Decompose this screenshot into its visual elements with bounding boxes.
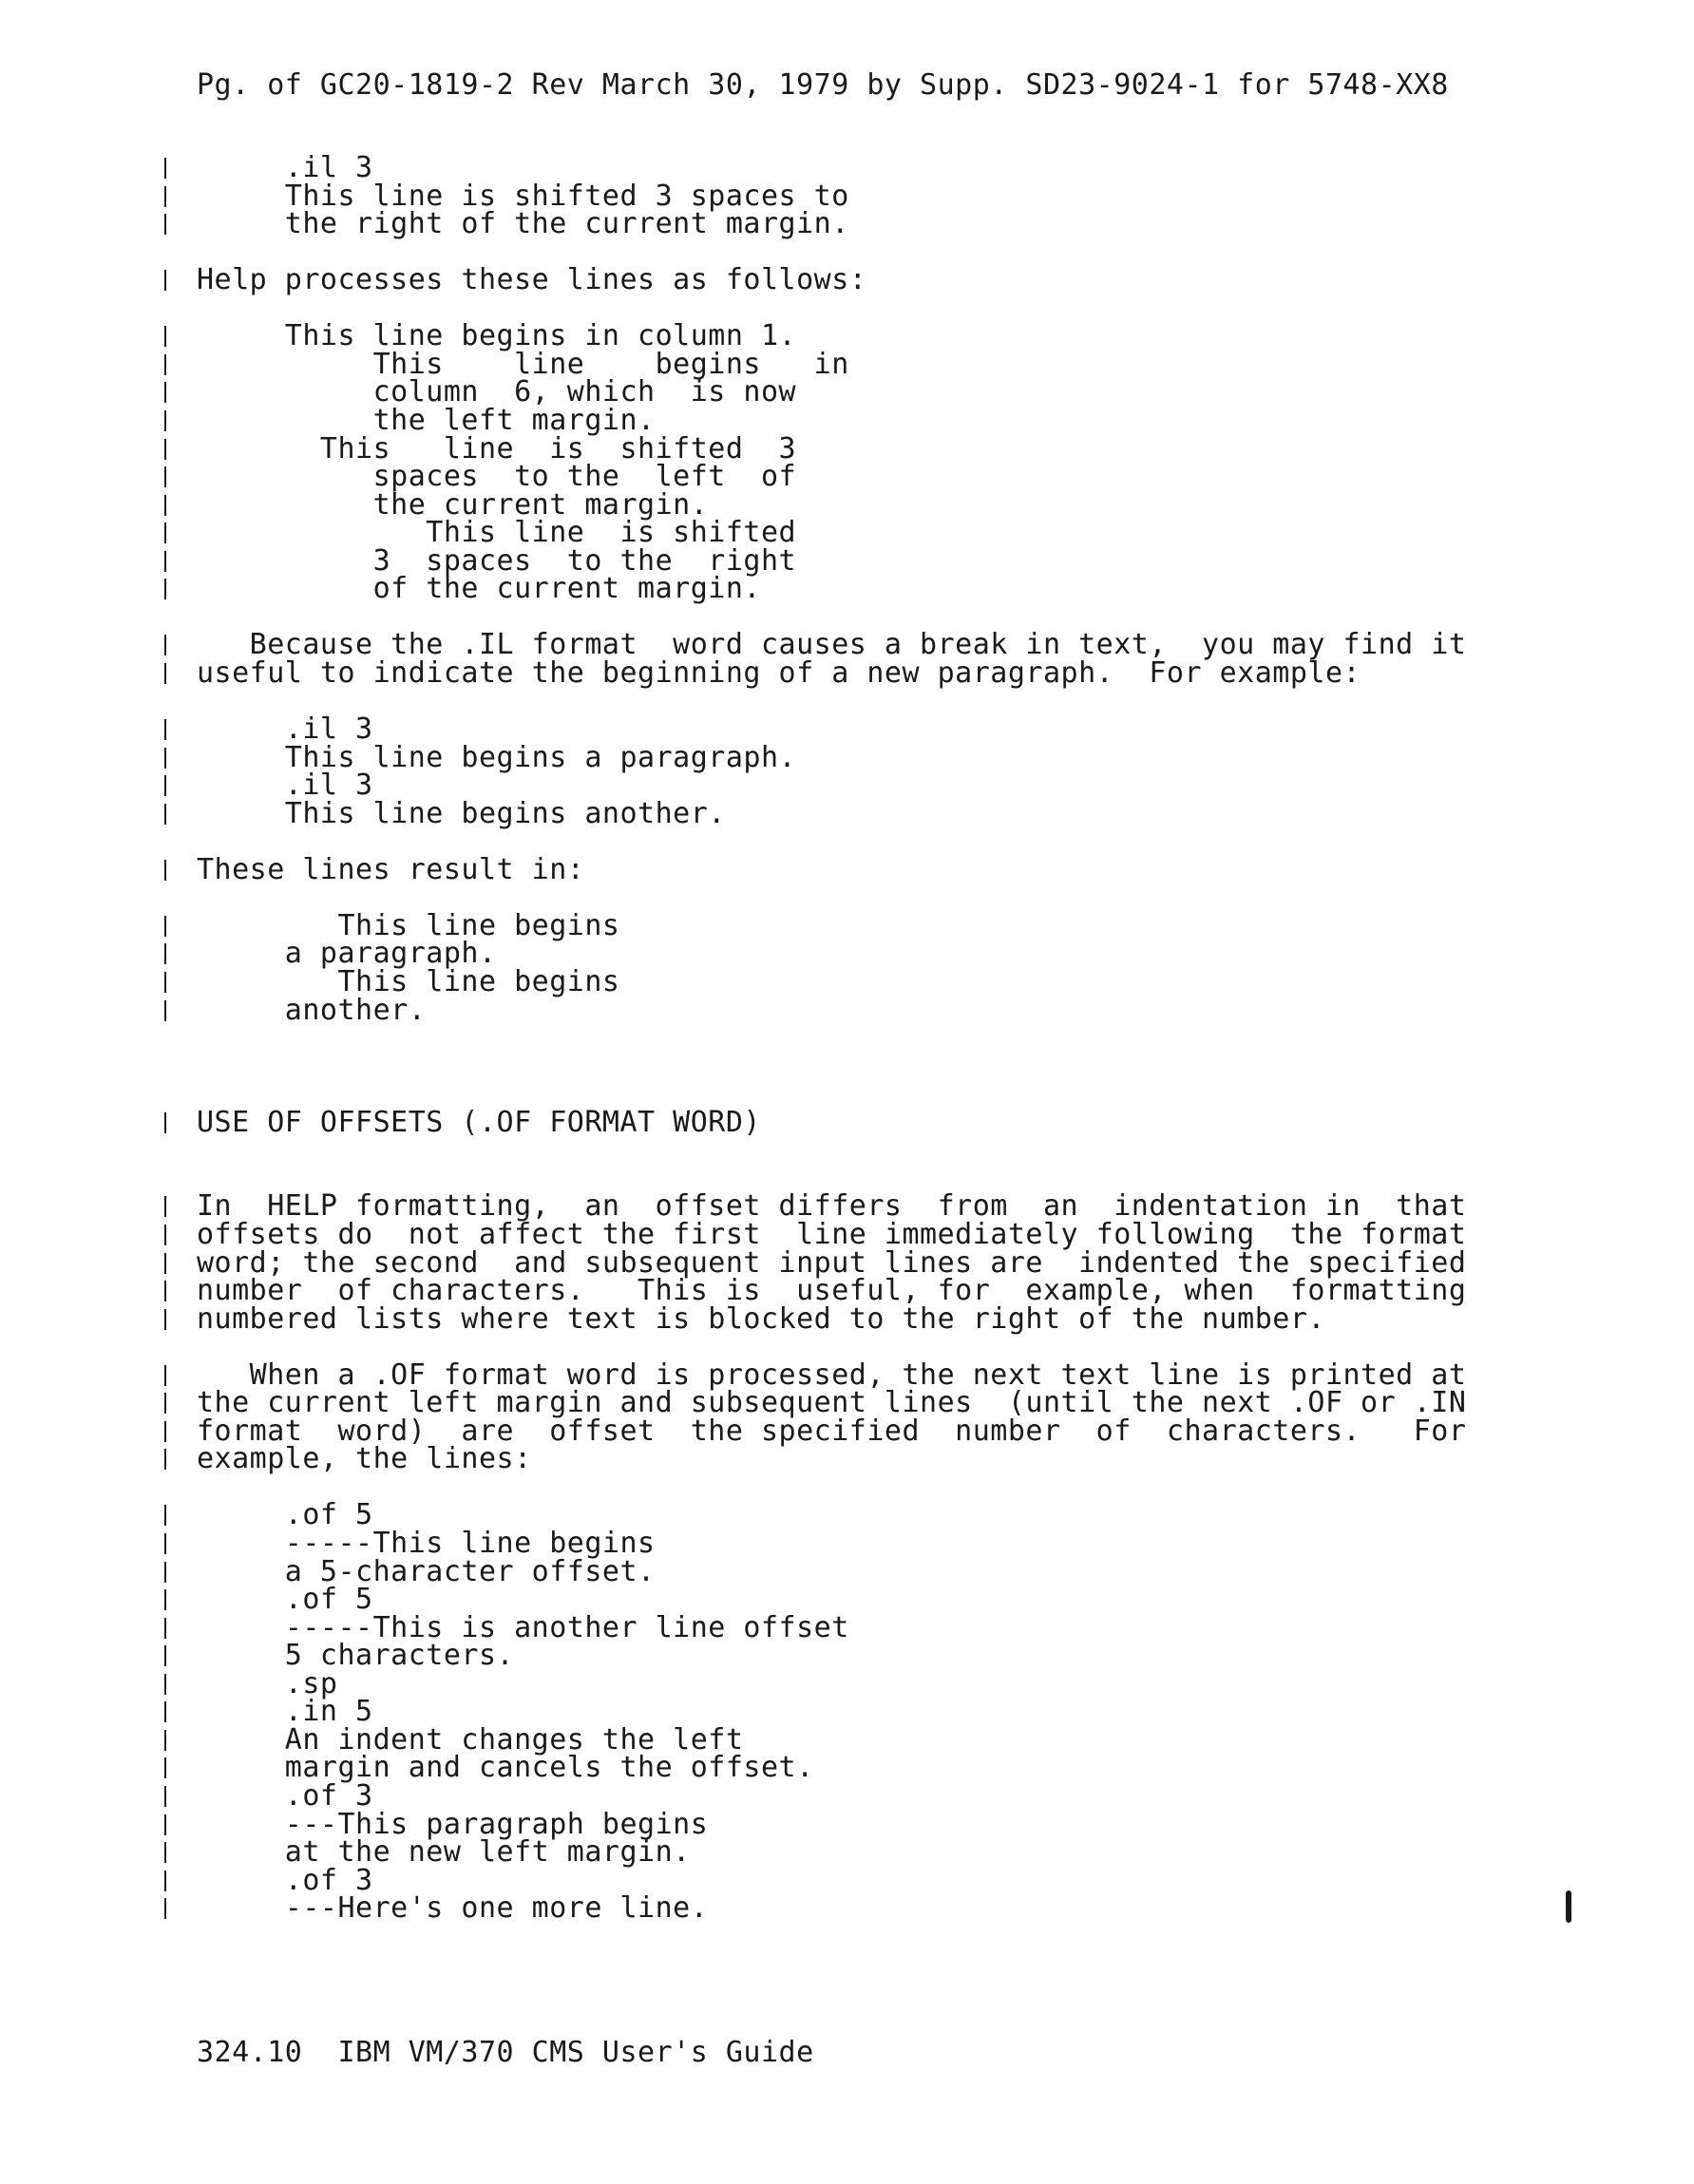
text-line bbox=[0, 1414, 1694, 1448]
revision-bar bbox=[164, 748, 166, 769]
revision-bar bbox=[164, 1196, 166, 1217]
line-text: .of 3 bbox=[197, 1863, 373, 1897]
text-line bbox=[0, 603, 1694, 632]
text-line bbox=[0, 1778, 1694, 1813]
line-text: This line begins in column 1. bbox=[197, 319, 797, 353]
line-text: at the new left margin. bbox=[197, 1835, 691, 1869]
line-text: In HELP formatting, an offset differs from an indentation in that bbox=[197, 1189, 1467, 1224]
text-line bbox=[0, 516, 1694, 550]
revision-bar bbox=[164, 1533, 166, 1554]
revision-bar bbox=[164, 354, 166, 375]
line-text: An indent changes the left bbox=[197, 1722, 744, 1757]
line-text: the current margin. bbox=[197, 487, 709, 522]
line-text: When a .OF format word is processed, the next text line is printed at bbox=[197, 1358, 1467, 1392]
revision-bar bbox=[164, 860, 166, 881]
line-text: ---Here's one more line. bbox=[197, 1891, 709, 1926]
text-line bbox=[0, 1498, 1694, 1532]
scan-mark bbox=[1566, 1890, 1571, 1923]
revision-bar bbox=[164, 1730, 166, 1751]
line-text: .il 3 bbox=[197, 769, 373, 803]
revision-bar bbox=[164, 1309, 166, 1330]
revision-bar bbox=[164, 439, 166, 460]
revision-bar bbox=[164, 466, 166, 487]
revision-bar bbox=[164, 1225, 166, 1245]
revision-bar bbox=[164, 972, 166, 993]
line-text: the left margin. bbox=[197, 403, 656, 437]
text-line bbox=[0, 1358, 1694, 1392]
line-text: another. bbox=[197, 993, 427, 1027]
line-text: a 5-character offset. bbox=[197, 1554, 656, 1588]
revision-bar bbox=[164, 410, 166, 431]
text-line bbox=[0, 1274, 1694, 1307]
text-line bbox=[0, 1751, 1694, 1785]
line-text: 5 characters. bbox=[197, 1639, 515, 1673]
text-line bbox=[0, 1386, 1694, 1420]
text-line bbox=[0, 1835, 1694, 1869]
line-text: This line begins in bbox=[197, 347, 849, 381]
page-footer: 324.10 IBM VM/370 CMS User's Guide bbox=[197, 2036, 814, 2069]
revision-bar bbox=[164, 1253, 166, 1274]
line-text: .il 3 bbox=[197, 151, 373, 184]
revision-bar bbox=[164, 1757, 166, 1778]
revision-bar bbox=[164, 1842, 166, 1863]
revision-bar bbox=[164, 663, 166, 684]
text-line bbox=[0, 937, 1694, 971]
line-text: This line begins bbox=[197, 908, 620, 942]
text-line bbox=[0, 487, 1694, 522]
text-line bbox=[0, 655, 1694, 690]
revision-bar bbox=[164, 551, 166, 572]
line-text: number of characters. This is useful, for example, when formatting bbox=[197, 1274, 1467, 1307]
text-line bbox=[0, 796, 1694, 830]
line-text: This line is shifted 3 bbox=[197, 431, 797, 465]
text-line bbox=[0, 1333, 1694, 1361]
text-line bbox=[0, 1080, 1694, 1109]
text-line bbox=[0, 1165, 1694, 1193]
line-text: This line begins bbox=[197, 965, 620, 998]
text-line bbox=[0, 375, 1694, 409]
revision-bar bbox=[164, 1786, 166, 1807]
text-line bbox=[0, 1105, 1694, 1139]
line-text: example, the lines: bbox=[197, 1442, 532, 1476]
text-line bbox=[0, 740, 1694, 774]
revision-bar bbox=[164, 1589, 166, 1610]
revision-bar bbox=[164, 270, 166, 291]
line-text: format word) are offset the specified number of characters. For bbox=[197, 1414, 1467, 1448]
text-line bbox=[0, 543, 1694, 578]
line-text: the current left margin and subsequent lines (until the next .OF or .IN bbox=[197, 1386, 1467, 1420]
revision-bar bbox=[164, 1393, 166, 1414]
line-text: -----This is another line offset bbox=[197, 1610, 849, 1644]
revision-bar bbox=[164, 1898, 166, 1919]
text-line bbox=[0, 1442, 1694, 1476]
revision-bar bbox=[164, 1814, 166, 1835]
revision-bar bbox=[164, 775, 166, 796]
text-line bbox=[0, 151, 1694, 184]
text-line bbox=[0, 852, 1694, 886]
line-text: Because the .IL format word causes a break in text, you may find it bbox=[197, 628, 1467, 662]
page-header: Pg. of GC20-1819-2 Rev March 30, 1979 by Supp. SD23-9024-1 for 5748-XX8 bbox=[197, 68, 1449, 102]
revision-bar bbox=[164, 214, 166, 235]
line-text: .of 5 bbox=[197, 1498, 373, 1532]
line-text: column 6, which is now bbox=[197, 375, 797, 409]
text-line bbox=[0, 572, 1694, 606]
line-text: This line is shifted bbox=[197, 516, 797, 550]
text-line bbox=[0, 1189, 1694, 1224]
text-line bbox=[0, 319, 1694, 353]
text-line bbox=[0, 1024, 1694, 1053]
text-line bbox=[0, 1610, 1694, 1644]
text-line bbox=[0, 1666, 1694, 1700]
revision-bar bbox=[164, 1562, 166, 1583]
text-line bbox=[0, 965, 1694, 998]
revision-bar bbox=[164, 719, 166, 740]
line-text: This line begins a paragraph. bbox=[197, 740, 797, 774]
revision-bar bbox=[164, 186, 166, 207]
line-text: useful to indicate the beginning of a new paragraph. For example: bbox=[197, 655, 1361, 690]
revision-bar bbox=[164, 1112, 166, 1133]
text-line bbox=[0, 431, 1694, 465]
line-text: numbered lists where text is blocked to the right of the number. bbox=[197, 1301, 1325, 1336]
text-line bbox=[0, 179, 1694, 213]
text-line bbox=[0, 1583, 1694, 1616]
line-text: .il 3 bbox=[197, 712, 373, 746]
revision-bar bbox=[164, 1000, 166, 1021]
text-line bbox=[0, 1529, 1694, 1558]
line-text: .sp bbox=[197, 1666, 338, 1700]
text-line bbox=[0, 294, 1694, 323]
revision-bar bbox=[164, 943, 166, 964]
revision-bar bbox=[164, 158, 166, 179]
text-line bbox=[0, 347, 1694, 381]
text-line bbox=[0, 1639, 1694, 1673]
text-line bbox=[0, 238, 1694, 267]
line-text: This line begins another. bbox=[197, 796, 726, 830]
revision-bar bbox=[164, 1701, 166, 1722]
text-line bbox=[0, 1863, 1694, 1897]
revision-bar bbox=[164, 1618, 166, 1639]
revision-bar bbox=[164, 1365, 166, 1386]
line-text: spaces to the left of bbox=[197, 460, 797, 494]
revision-bar bbox=[164, 635, 166, 655]
text-line bbox=[0, 908, 1694, 942]
text-line bbox=[0, 993, 1694, 1027]
revision-bar bbox=[164, 1421, 166, 1442]
revision-bar bbox=[164, 382, 166, 403]
text-line bbox=[0, 1217, 1694, 1251]
revision-bar bbox=[164, 1645, 166, 1666]
text-line bbox=[0, 1695, 1694, 1729]
text-line bbox=[0, 403, 1694, 437]
text-line bbox=[0, 1136, 1694, 1165]
line-text: Help processes these lines as follows: bbox=[197, 263, 867, 297]
text-line bbox=[0, 1807, 1694, 1841]
revision-bar bbox=[164, 579, 166, 599]
revision-bar bbox=[164, 916, 166, 937]
revision-bar bbox=[164, 1449, 166, 1470]
text-line bbox=[0, 1301, 1694, 1336]
line-text: .of 3 bbox=[197, 1778, 373, 1813]
line-text: a paragraph. bbox=[197, 937, 497, 971]
line-text: -----This line begins bbox=[197, 1527, 656, 1560]
text-line bbox=[0, 1891, 1694, 1926]
line-text: of the current margin. bbox=[197, 572, 761, 606]
line-text: 3 spaces to the right bbox=[197, 543, 797, 578]
line-text: .in 5 bbox=[197, 1695, 373, 1729]
text-line bbox=[0, 769, 1694, 803]
revision-bar bbox=[164, 326, 166, 347]
line-text: offsets do not affect the first line immediately following the format bbox=[197, 1217, 1467, 1251]
line-text: ---This paragraph begins bbox=[197, 1807, 709, 1841]
line-text: .of 5 bbox=[197, 1583, 373, 1616]
revision-bar bbox=[164, 804, 166, 825]
line-text: This line is shifted 3 spaces to bbox=[197, 179, 849, 213]
line-text: USE OF OFFSETS (.OF FORMAT WORD) bbox=[197, 1105, 761, 1139]
text-line bbox=[0, 712, 1694, 746]
text-line bbox=[0, 688, 1694, 716]
text-line bbox=[0, 827, 1694, 856]
text-line bbox=[0, 1053, 1694, 1081]
revision-bar bbox=[164, 1281, 166, 1301]
line-text: word; the second and subsequent input lines are indented the specified bbox=[197, 1245, 1467, 1280]
text-line bbox=[0, 883, 1694, 912]
revision-bar bbox=[164, 1871, 166, 1891]
line-text: the right of the current margin. bbox=[197, 207, 849, 241]
text-line bbox=[0, 1722, 1694, 1757]
revision-bar bbox=[164, 1674, 166, 1695]
text-line bbox=[0, 207, 1694, 241]
text-line bbox=[0, 460, 1694, 494]
text-line bbox=[0, 1554, 1694, 1588]
text-line bbox=[0, 1245, 1694, 1280]
revision-bar bbox=[164, 1505, 166, 1526]
line-text: These lines result in: bbox=[197, 852, 585, 886]
text-line bbox=[0, 263, 1694, 297]
text-line bbox=[0, 628, 1694, 662]
text-line bbox=[0, 1473, 1694, 1502]
revision-bar bbox=[164, 522, 166, 543]
revision-bar bbox=[164, 495, 166, 516]
line-text: margin and cancels the offset. bbox=[197, 1751, 814, 1785]
